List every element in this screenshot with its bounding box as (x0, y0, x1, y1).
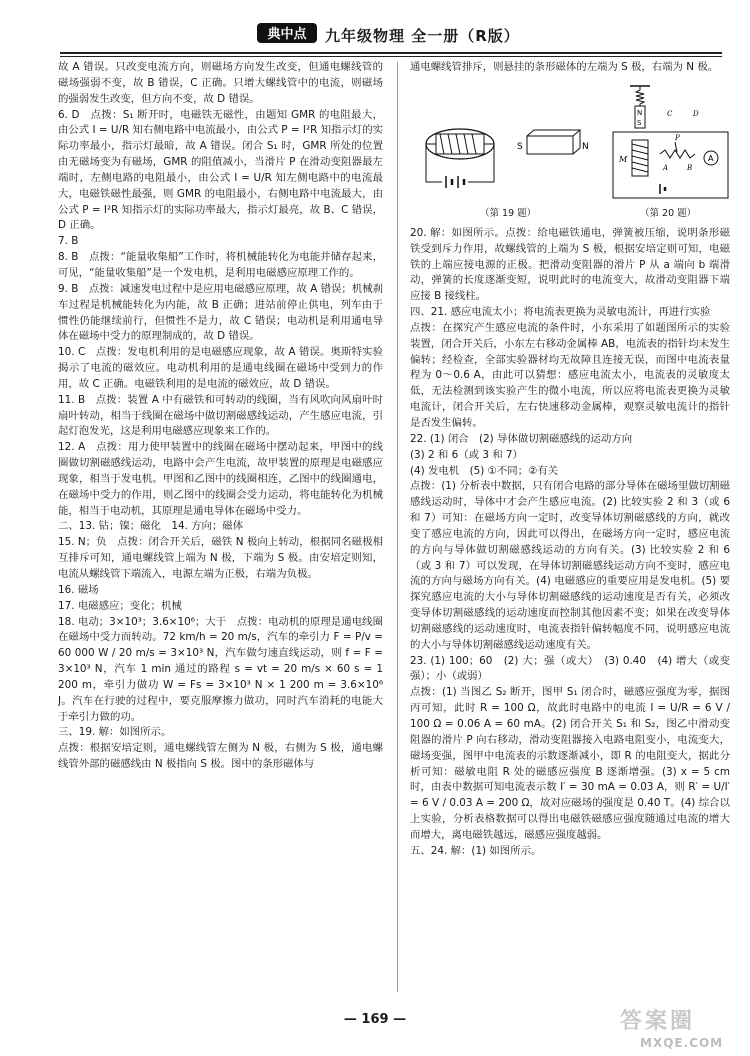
answer-paragraph: 12. A 点拨：用力使甲装置中的线圈在磁场中摆动起来，甲图中的线圈做切割磁感线运动，电路中会产生电流，故甲装置的原理是电磁感应现象，相当于发电机。甲图和乙图中的线圈相连，乙图中的线圈通电，在磁场中受力的作用，则乙图中的线圈会受力运动，将电能转化为机械能，相当于电动机，其原理是通电导体在磁场中受力。 (58, 441, 383, 517)
watermark-url: MXQE.COM (640, 1036, 724, 1050)
svg-text:D: D (693, 109, 699, 118)
svg-text:C: C (667, 109, 673, 118)
answer-paragraph: 三、19. 解：如图所示。 (58, 726, 172, 739)
header-rule (60, 52, 722, 54)
answer-paragraph: 四、21. 感应电流太小；将电流表更换为灵敏电流计，再进行实验 (410, 306, 711, 319)
answer-paragraph: 17. 电磁感应；变化；机械 (58, 599, 182, 612)
figure-19-diagram (422, 112, 592, 202)
figure-row (410, 76, 730, 226)
svg-text:P: P (675, 133, 680, 142)
answer-paragraph: 点拨：根据安培定则，通电螺线管左侧为 N 极，右侧为 S 极，通电螺线管外部的磁感线由 N 极指向 S 极。图中的条形磁体与 (58, 742, 383, 771)
answer-paragraph: 点拨：(1) 当图乙 S₂ 断开，图甲 S₁ 闭合时，磁感应强度为零，据图丙可知，此时 R = 100 Ω，故此时电路中的电流 I = U/R = 6 V / 100 Ω = 0.06 A = 60 mA。(2) 闭合开关 S₁ 和 S₂，图乙中滑动变阻器的滑片 P 向右移动，滑动变阻器接入电路电阻变小，电流变大，磁场变强，图甲中电流表的示数逐渐减小，即 R 的电阻变大，据此分析可知：磁敏电阻 R 处的磁感应强度 B 逐渐增强。(3) x = 5 cm 时，由表中数据可知电流表示数 I′ = 30 mA = 0.03 A，则 R′ = U/I′ = 6 V / 0.03 A = 200 Ω，故对应磁场的强度是 0.40 T。(4) 综合以上实验，分析表格数据可以得出电磁铁磁感应强度随通过电流的增大而增大，离电磁铁越远，磁感应强度越弱。 (410, 686, 730, 841)
answer-paragraph: 五、24. 解：(1) 如图所示。 (410, 844, 542, 857)
answer-paragraph: 11. B 点拨：装置 A 中有磁铁和可转动的线圈，当有风吹向风扇叶时扇叶转动，相当于线圈在磁场中做切割磁感线运动，产生感应电流，引起灯泡发光，这是利用电磁感应现象来工作的。 (58, 393, 383, 438)
svg-text:S: S (517, 141, 523, 152)
answer-paragraph: 9. B 点拨：减速发电过程中是应用电磁感应原理，故 A 错误；机械刹车过程是机械能转化为内能，故 B 正确；进站前停止供电，列车由于惯性仍能继续前行，但惯性不是力，故 C 错误；电动机是利用通电导体在磁场中受力的原理制成的，故 D 错误。 (58, 282, 383, 343)
answer-paragraph: 16. 磁场 (58, 583, 99, 596)
answer-paragraph: 8. B 点拨：“能量收集船”工作时，将机械能转化为电能并储存起来，可见，“能量收集船”是一个发电机，是利用电磁感应原理工作的。 (58, 251, 383, 279)
svg-text:N: N (582, 141, 589, 152)
svg-text:B: B (687, 163, 693, 172)
svg-text:典中点: 典中点 (267, 27, 307, 42)
header-rule-thin (60, 56, 722, 57)
figure-20-diagram (605, 80, 730, 204)
figure-20-caption: （第 20 题） (640, 207, 697, 219)
column-divider (397, 62, 398, 992)
page-number: — 169 — (343, 1012, 407, 1027)
figure-19-caption: （第 19 题） (480, 207, 537, 219)
answer-paragraph: 点拨：在探究产生感应电流的条件时，小东采用了如题图所示的实验装置，闭合开关后，小东左右移动金属棒 AB，电流表的指针均未发生偏转；经检查，全部实验器材均无故障且连接无误，而图中电流表量程为 0～0.6 A，由此可以猜想：感应电流太小，电流表的灵敏度太低，无法检测到该实验产生的微小电流，所以应将电流表更换为灵敏电流计，闭合开关后，左右快速移动金属棒，观察灵敏电流计的指针是否发生偏转。 (410, 321, 730, 429)
svg-text:S: S (637, 118, 642, 127)
svg-text:A: A (708, 153, 714, 163)
answer-paragraph: 18. 电动；3×10³；3.6×10⁶；大于 点拨：电动机的原理是通电线圈在磁场中受力而转动。72 km/h = 20 m/s，汽车的牵引力 F = P/v = 60 000 W / 20 m/s = 3×10³ N，汽车做匀速直线运动，则 f = F = 3×10³ N，汽车 1 min 通过的路程 s = vt = 20 m/s × 60 s = 1 200 m，牵引力做功 W = Fs = 3×10³ N × 1 200 m = 3.6×10⁶ J。汽车在行驶的过程中，要克服摩擦力做功，同时汽车消耗的电能大于牵引力做的功。 (58, 615, 383, 723)
answer-paragraph: 二、13. 钴；镍；磁化 14. 方向；磁体 (58, 520, 244, 533)
right-column (410, 60, 730, 995)
page-header (0, 0, 750, 58)
watermark-logo-text: 答案圈 (620, 1009, 696, 1034)
left-column (58, 60, 383, 995)
book-title: 九年级物理 全一册（R版） (325, 27, 520, 45)
answer-paragraph: 20. 解：如图所示。点拨：给电磁铁通电，弹簧被压缩，说明条形磁铁受到斥力作用，故螺线管的上端为 S 极，根据安培定则可知，电磁铁的上端应接电源的正极。把滑动变阻器的滑片 P 从 a 端向 b 端滑动，弹簧的长度逐渐变短，说明此时的电流变大，故滑动变阻器下端应接 B 接线柱。 (410, 226, 730, 303)
svg-text:M: M (619, 154, 628, 164)
answer-paragraph: 通电螺线管排斥，则悬挂的条形磁体的左端为 S 极，右端为 N 极。 (410, 61, 719, 73)
answer-paragraph: 6. D 点拨：S₁ 断开时，电磁铁无磁性，由题知 GMR 的电阻最大，由公式 I = U/R 知右侧电路中电流最小，由公式 P = I²R 知指示灯的实际功率最小，指示灯最暗，故 A 错误。闭合 S₁ 时，GMR 所处的位置由无磁场变为有磁场，GMR 的阻值减小，当滑片 P 在滑动变阻器最左端时，左侧电路的电阻最小，由公式 I = U/R 知左侧电路中的电流最大，电磁铁磁性最强，则 GMR 的电阻最小，右侧电路中电流最大，由公式 P = I²R 知指示灯的实际功率最大，指示灯最亮，故 B、C 错误，D 正确。 (58, 108, 383, 232)
brand-logo (255, 20, 319, 46)
answer-paragraph: (3) 2 和 6（或 3 和 7） (410, 448, 523, 461)
answer-paragraph: 10. C 点拨：发电机利用的是电磁感应现象，故 A 错误。奥斯特实验揭示了电流的磁效应。电动机利用的是通电线圈在磁场中受到力的作用，故 C 正确。电磁铁利用的是电流的磁效应，故 D 错误。 (58, 346, 383, 390)
answer-paragraph: 23. (1) 100；60 (2) 大；强（或大） (3) 0.40 (4) 增大（或变强）；小（或弱） (410, 654, 730, 683)
svg-text:A: A (663, 163, 669, 172)
svg-text:N: N (637, 108, 643, 117)
answer-paragraph: 22. (1) 闭合 (2) 导体做切割磁感线的运动方向 (410, 432, 633, 445)
answer-paragraph: (4) 发电机 (5) ①不同；②有关 (410, 464, 559, 477)
answer-paragraph: 点拨：(1) 分析表中数据，只有闭合电路的部分导体在磁场里做切割磁感线运动时，导体中才会产生感应电流。(2) 比较实验 2 和 3（或 6 和 7）可知：在磁场方向一定时，改变导体切割磁感线的方向，就改变了感应电流的方向，因此可以得出，在磁场方向一定时，感应电流的方向与导体做切割磁感线运动的方向有关。(3) 比较实验 2 和 6（或 3 和 7）可以发现，在导体切割磁感线运动方向不变时，感应电流的方向与磁场方向有关。(4) 电磁感应的重要应用是发电机。(5) 要探究感应电流的大小与导体切割磁感线的运动速度是否有关，必须改变导体切割磁感线的运动速度而控制其他因素不变；如果在改变导体切割磁感线的运动速度时，电流表指针偏转幅度不同，说明感应电流的大小与导体切割磁感线运动速度有关。 (410, 480, 730, 651)
answer-paragraph: 故 A 错误。只改变电流方向，则磁场方向发生改变，但通电螺线管的磁场强弱不变，故 B 错误，C 正确。只增大螺线管中的电流，则磁场的强弱发生改变，但方向不变，故 D 错误。 (58, 61, 383, 105)
answer-paragraph: 7. B (58, 235, 79, 248)
answer-paragraph: 15. N；负 点拨：闭合开关后，磁铁 N 极向上转动，根据同名磁极相互排斥可知，通电螺线管上端为 N 极，下端为 S 极。由安培定则知，电流从螺线管下端流入，电源左端为正极，右端为负极。 (58, 536, 383, 580)
